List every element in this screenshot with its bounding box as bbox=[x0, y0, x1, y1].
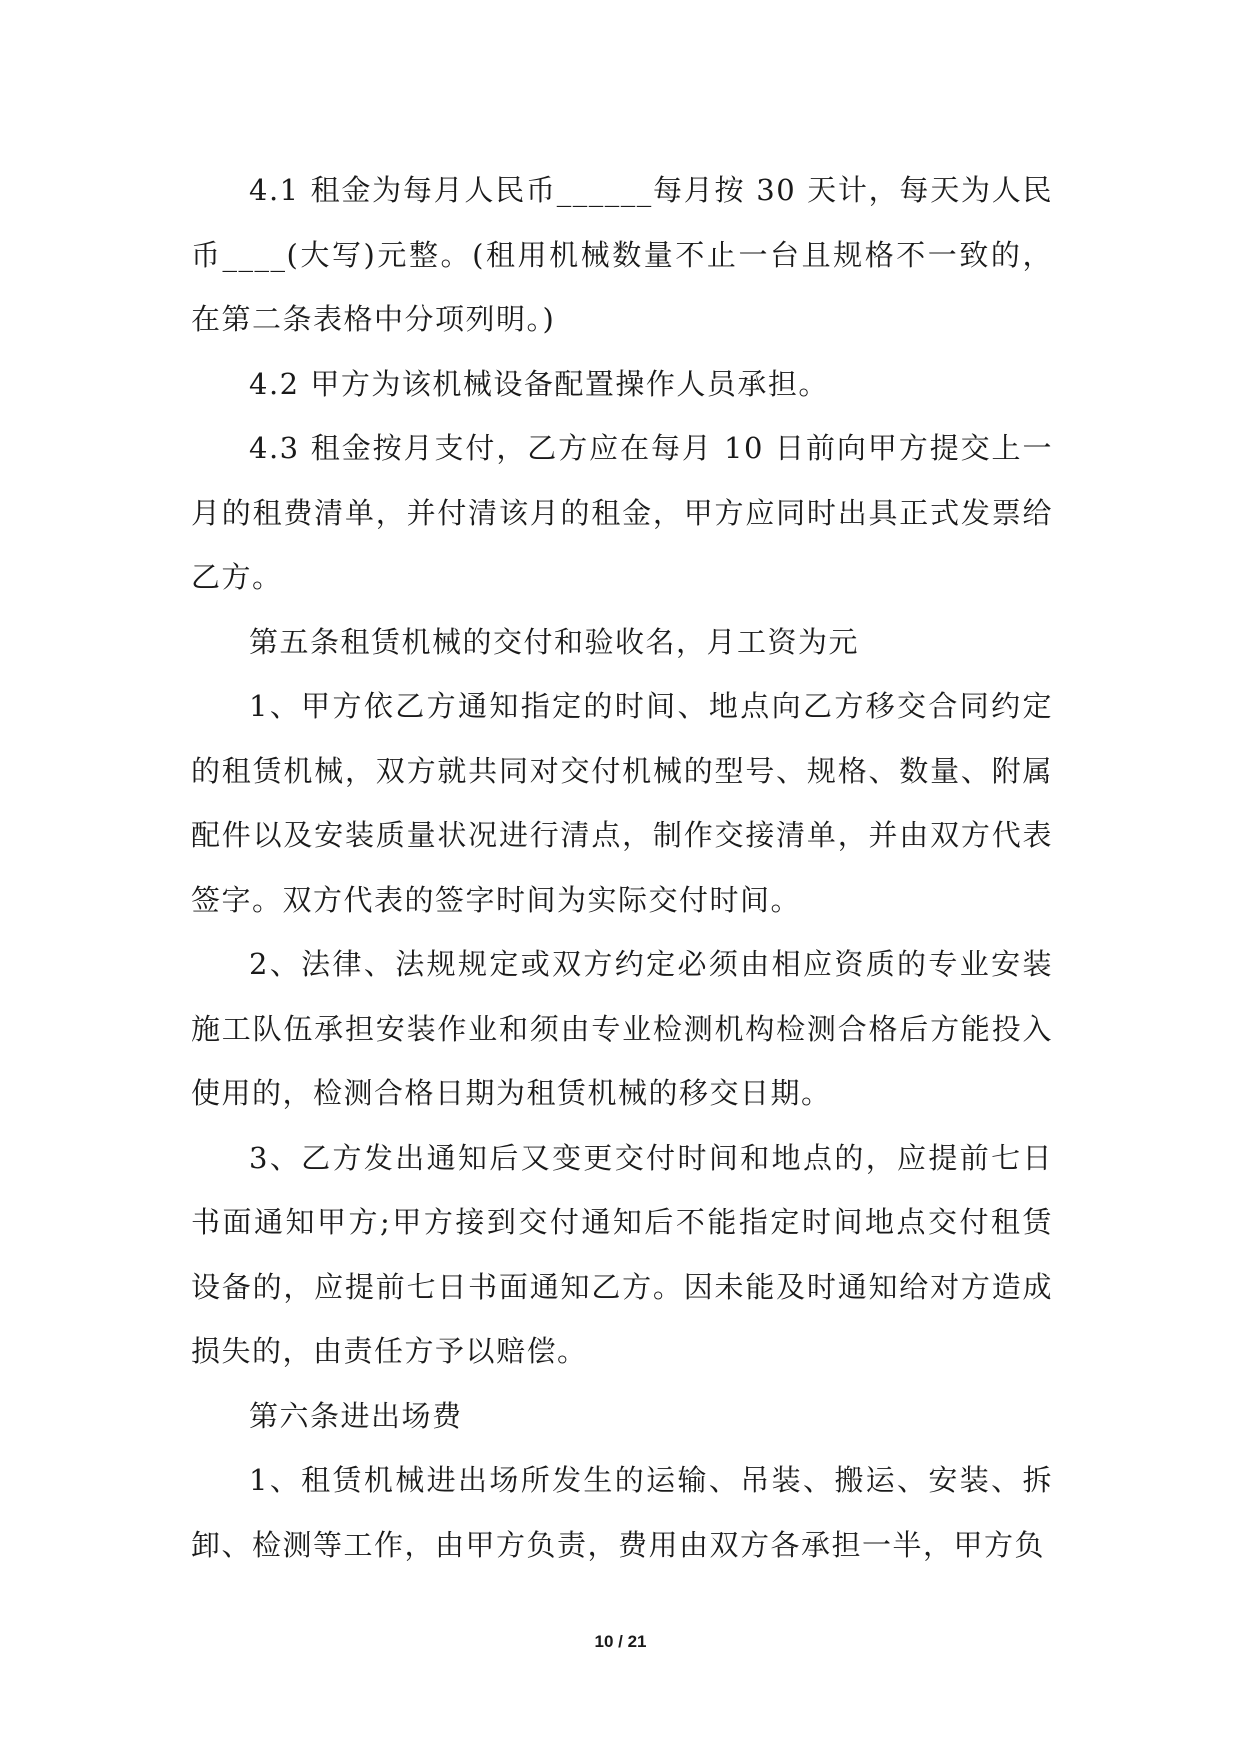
paragraph-rent-4-2: 4.2 甲方为该机械设备配置操作人员承担。 bbox=[249, 366, 829, 401]
paragraph-rent-4-1: 4.1 租金为每月人民币______每月按 30 天计，每天为人民币____(大写)元整。(租用机械数量不止一台且规格不一致的，在第二条表格中分项列明。) bbox=[191, 173, 1053, 336]
paragraph-rent-4-3: 4.3 租金按月支付，乙方应在每月 10 日前向甲方提交上一月的租费清单，并付清该月的租金，甲方应同时出具正式发票给乙方。 bbox=[191, 431, 1053, 594]
paragraph-article-5-item-3: 3、乙方发出通知后又变更交付时间和地点的，应提前七日书面通知甲方;甲方接到交付通知后不能指定时间地点交付租赁设备的，应提前七日书面通知乙方。因未能及时通知给对方造成损失的，由责任方予以赔偿。 bbox=[191, 1140, 1053, 1368]
section-heading-article-5: 第五条租赁机械的交付和验收名，月工资为元 bbox=[249, 624, 860, 659]
paragraph-article-6-item-1: 1、租赁机械进出场所发生的运输、吊装、搬运、安装、拆卸、检测等工作，由甲方负责，费用由双方各承担一半，甲方负 bbox=[191, 1463, 1053, 1562]
paragraph-article-5-item-2: 2、法律、法规规定或双方约定必须由相应资质的专业安装施工队伍承担安装作业和须由专业检测机构检测合格后方能投入使用的，检测合格日期为租赁机械的移交日期。 bbox=[191, 947, 1053, 1110]
paragraph-article-5-item-1: 1、甲方依乙方通知指定的时间、地点向乙方移交合同约定的租赁机械，双方就共同对交付机械的型号、规格、数量、附属配件以及安装质量状况进行清点，制作交接清单，并由双方代表签字。双方代表的签字时间为实际交付时间。 bbox=[191, 689, 1053, 917]
page-number: 10 / 21 bbox=[594, 1632, 647, 1651]
document-body bbox=[191, 158, 1053, 1577]
section-heading-article-6: 第六条进出场费 bbox=[249, 1398, 463, 1433]
